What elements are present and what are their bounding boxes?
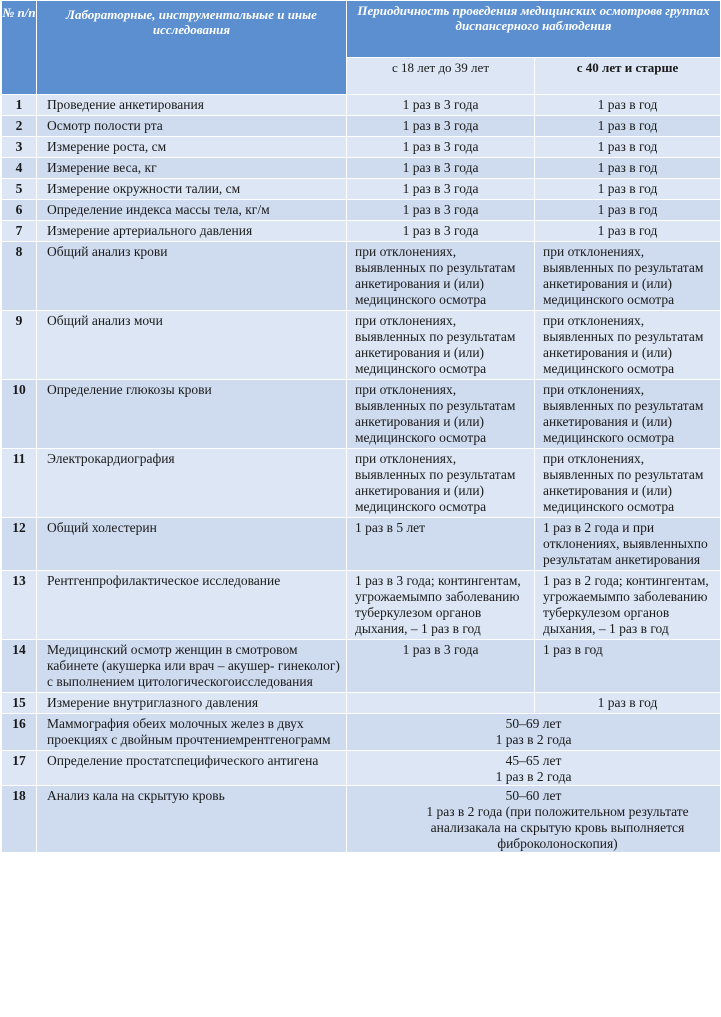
row-period-a: при отклонениях, выявленных по результатам анкетирования и (или) медицинского осмотра (347, 242, 535, 311)
row-study-name: Рентгенпрофилактическое исследование (37, 571, 347, 640)
row-study-name: Измерение внутриглазного давления (37, 693, 347, 714)
row-period-merged (347, 751, 721, 786)
row-number: 16 (2, 714, 37, 751)
header-age-group-a: с 18 лет до 39 лет (347, 58, 535, 95)
row-study-name: Анализ кала на скрытую кровь (37, 786, 347, 853)
row-period-a: 1 раз в 3 года (347, 200, 535, 221)
row-period-a: 1 раз в 3 года (347, 95, 535, 116)
row-period-b: 1 раз в год (535, 116, 721, 137)
table-row (2, 158, 721, 179)
row-period-a: при отклонениях, выявленных по результатам анкетирования и (или) медицинского осмотра (347, 449, 535, 518)
row-study-name: Определение простатспецифического антигена (37, 751, 347, 786)
row-study-name: Проведение анкетирования (37, 95, 347, 116)
header-age-group-b: с 40 лет и старше (535, 58, 721, 95)
row-period-a: 1 раз в 5 лет (347, 518, 535, 571)
header-periodicity: Периодичность проведения медицинских осмотровв группах диспансерного наблюдения (347, 1, 721, 58)
row-period-a: при отклонениях, выявленных по результатам анкетирования и (или) медицинского осмотра (347, 311, 535, 380)
row-period-a: 1 раз в 3 года (347, 137, 535, 158)
row-number: 4 (2, 158, 37, 179)
row-number: 13 (2, 571, 37, 640)
table-row (2, 449, 721, 518)
row-period-b: 1 раз в год (535, 640, 721, 693)
table-row (2, 311, 721, 380)
row-study-name: Маммография обеих молочных желез в двух проекциях с двойным прочтениемрентгенограмм (37, 714, 347, 751)
row-number: 14 (2, 640, 37, 693)
row-study-name: Общий анализ крови (37, 242, 347, 311)
row-number: 9 (2, 311, 37, 380)
table-row (2, 380, 721, 449)
table-row (2, 640, 721, 693)
row-number: 10 (2, 380, 37, 449)
row-period-b: 1 раз в год (535, 179, 721, 200)
table-row (2, 518, 721, 571)
row-study-name: Измерение веса, кг (37, 158, 347, 179)
row-period-b: 1 раз в год (535, 95, 721, 116)
table-row (2, 714, 721, 751)
row-number: 3 (2, 137, 37, 158)
table-row (2, 751, 721, 786)
row-period-b: 1 раз в год (535, 221, 721, 242)
row-number: 5 (2, 179, 37, 200)
row-number: 11 (2, 449, 37, 518)
row-number: 8 (2, 242, 37, 311)
row-study-name: Измерение роста, см (37, 137, 347, 158)
row-study-name: Электрокардиография (37, 449, 347, 518)
row-period-b: при отклонениях, выявленных по результатам анкетирования и (или) медицинского осмотра (535, 380, 721, 449)
row-period-a: 1 раз в 3 года (347, 158, 535, 179)
row-study-name: Осмотр полости рта (37, 116, 347, 137)
row-frequency: 1 раз в 2 года (495, 732, 572, 747)
row-period-b: 1 раз в год (535, 158, 721, 179)
row-period-b: при отклонениях, выявленных по результатам анкетирования и (или) медицинского осмотра (535, 311, 721, 380)
row-period-b: при отклонениях, выявленных по результатам анкетирования и (или) медицинского осмотра (535, 242, 721, 311)
row-number: 17 (2, 751, 37, 786)
row-period-b: 1 раз в год (535, 137, 721, 158)
screening-table (1, 0, 721, 853)
row-period-a: 1 раз в 3 года (347, 179, 535, 200)
row-period-merged (347, 714, 721, 751)
row-number: 7 (2, 221, 37, 242)
table-row (2, 179, 721, 200)
header-study-name: Лабораторные, инструментальные и иные исследования (37, 1, 347, 95)
row-period-a: 1 раз в 3 года; контингентам, угрожаемымпо заболеванию туберкулезом органов дыхания, – 1 раз в год (347, 571, 535, 640)
row-number: 6 (2, 200, 37, 221)
row-period-merged (347, 786, 721, 853)
row-period-b: при отклонениях, выявленных по результатам анкетирования и (или) медицинского осмотра (535, 449, 721, 518)
table-row (2, 693, 721, 714)
row-study-name: Измерение артериального давления (37, 221, 347, 242)
row-period-b: 1 раз в 2 года и при отклонениях, выявленныхпо результатам анкетирования (535, 518, 721, 571)
table-row (2, 200, 721, 221)
row-period-a: 1 раз в 3 года (347, 221, 535, 242)
row-period-b: 1 раз в год (535, 200, 721, 221)
row-age-range: 50–60 лет (505, 788, 562, 803)
row-period-a (347, 693, 535, 714)
table-row (2, 95, 721, 116)
row-number: 15 (2, 693, 37, 714)
row-study-name: Измерение окружности талии, см (37, 179, 347, 200)
row-age-range: 45–65 лет (505, 753, 562, 768)
table-row (2, 221, 721, 242)
table-row (2, 786, 721, 853)
row-frequency: 1 раз в 2 года (495, 769, 572, 784)
header-number: № п/п (2, 1, 37, 95)
table-row (2, 242, 721, 311)
row-period-b: 1 раз в 2 года; контингентам, угрожаемымпо заболеванию туберкулезом органов дыхания, – 1 раз в год (535, 571, 721, 640)
row-period-a: 1 раз в 3 года (347, 640, 535, 693)
row-period-a: 1 раз в 3 года (347, 116, 535, 137)
row-study-name: Общий анализ мочи (37, 311, 347, 380)
row-study-name: Определение глюкозы крови (37, 380, 347, 449)
row-study-name: Определение индекса массы тела, кг/м (37, 200, 347, 221)
table-row (2, 116, 721, 137)
row-number: 18 (2, 786, 37, 853)
row-period-b: 1 раз в год (535, 693, 721, 714)
row-study-name: Медицинский осмотр женщин в смотровом кабинете (акушерка или врач – акушер- гинеколог) с выполнением цитологическогоисследования (37, 640, 347, 693)
row-age-range: 50–69 лет (505, 716, 562, 731)
row-number: 1 (2, 95, 37, 116)
row-number: 2 (2, 116, 37, 137)
table-row (2, 571, 721, 640)
row-study-name: Общий холестерин (37, 518, 347, 571)
row-number: 12 (2, 518, 37, 571)
table-row (2, 137, 721, 158)
row-frequency: 1 раз в 2 года (при положительном результате анализакала на скрытую кровь выполняется фиброколоноскопия) (426, 804, 689, 851)
row-period-a: при отклонениях, выявленных по результатам анкетирования и (или) медицинского осмотра (347, 380, 535, 449)
